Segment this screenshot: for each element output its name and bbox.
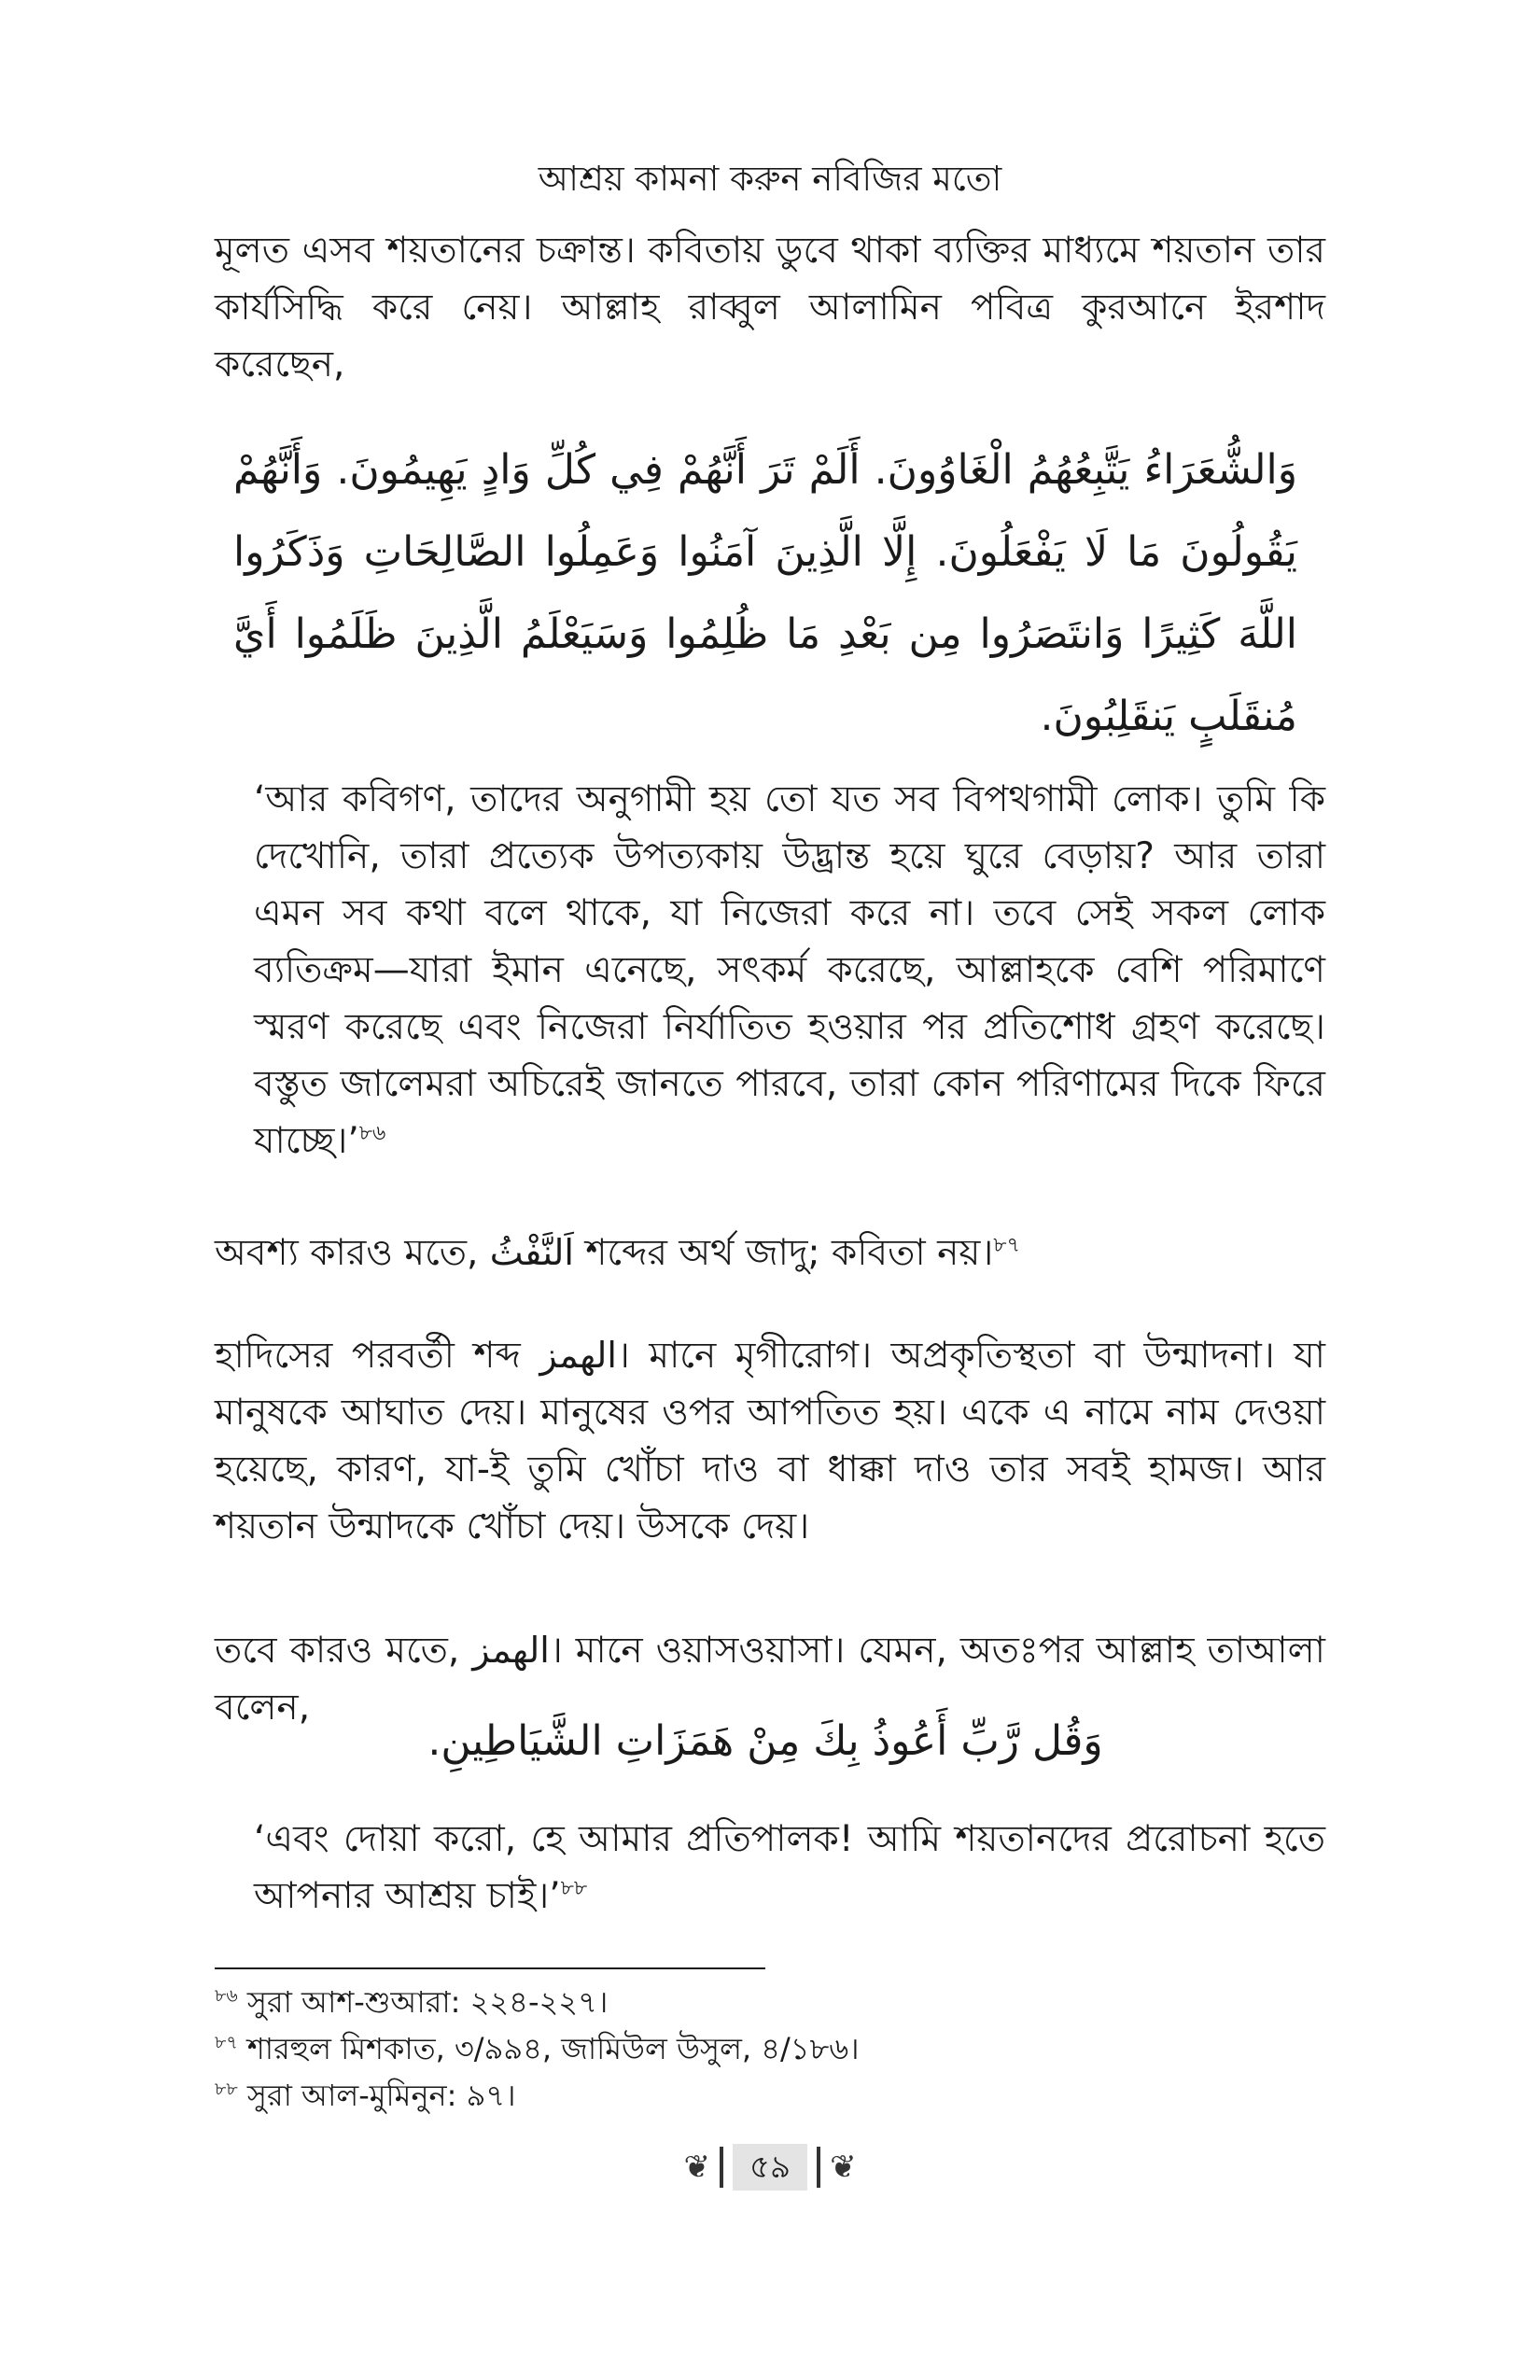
arabic-term-hamz-2: الهمز [472,1630,550,1671]
footnote-87-text: শারহুল মিশকাত, ৩/৯৯৪, জামিউল উসুল, ৪/১৮৬। [237,2031,860,2066]
footnote-88 [215,2072,1241,2119]
ornament-bar-left [720,2147,723,2188]
footnote-87-number: ৮৭ [215,2032,238,2053]
quran-verse-arabic-2: وَقُل رَّبِّ أَعُوذُ بِكَ مِنْ هَمَزَاتِ الشَّيَاطِينِ. [427,1717,1103,1765]
verse-translation [254,771,1325,1169]
page-number: ৫৯ [733,2144,807,2191]
paragraph-nafth-text-2: শব্দের অর্থ জাদু; কবিতা নয়। [573,1232,994,1274]
arabic-term-nafth: اَلنَّفْثُ [489,1232,574,1273]
quran-verse-arabic: وَالشُّعَرَاءُ يَتَّبِعُهُمُ الْغَاوُونَ. أَلَمْ تَرَ أَنَّهُمْ فِي كُلِّ وَادٍ يَهِيمُونَ. وَأَنَّهُمْ يَقُولُونَ مَا لَا يَفْعَلُونَ. إِلَّا الَّذِينَ آمَنُوا وَعَمِلُوا الصَّالِحَاتِ وَذَكَرُوا اللَّهَ كَثِيرًا وَانتَصَرُوا مِن بَعْدِ مَا ظُلِمُوا وَسَيَعْلَمُ الَّذِينَ ظَلَمُوا أَيَّ مُنقَلَبٍ يَنقَلِبُونَ. [233,446,1297,740]
footnote-divider [215,1967,765,1969]
paragraph-nafth-text-1: অবশ্য কারও মতে, [215,1232,490,1274]
arabic-term-hamz: الهمز [539,1335,617,1376]
ornament-right-icon: ❦ [830,2149,857,2186]
paragraph-hamz [215,1327,1325,1555]
paragraph-nafth [215,1225,1325,1281]
footnote-88-number: ৮৮ [215,2079,238,2100]
intro-paragraph: মূলত এসব শয়তানের চক্রান্ত। কবিতায় ডুবে থাকা ব্যক্তির মাধ্যমে শয়তান তার কার্যসিদ্ধি করে নেয়। আল্লাহ রাব্বুল আলামিন পবিত্র কুরআনে ইরশাদ করেছেন, [215,230,1325,385]
ornament-bar-right [817,2147,820,2188]
footnote-ref-86: ৮৬ [358,1122,386,1145]
footnote-86-text: সুরা আশ-শুআরা: ২২৪-২২৭। [237,1984,609,2020]
footnote-86-number: ৮৬ [215,1985,238,2007]
footnote-88-text: সুরা আল-মুমিনুন: ৯৭। [237,2078,516,2113]
verse-translation-2-text: ‘এবং দোয়া করো, হে আমার প্রতিপালক! আমি শয়তানদের প্ররোচনা হতে আপনার আশ্রয় চাই।’ [254,1818,1325,1917]
footnote-87 [215,2025,1241,2072]
running-header: আশ্রয় কামনা করুন নবিজির মতো [538,159,1002,199]
verse-translation-text: ‘আর কবিগণ, তাদের অনুগামী হয় তো যত সব বিপথগামী লোক। তুমি কি দেখোনি, তারা প্রত্যেক উপত্যকায় উদ্ভ্রান্ত হয়ে ঘুরে বেড়ায়? আর তারা এমন সব কথা বলে থাকে, যা নিজেরা করে না। তবে সেই সকল লোক ব্যতিক্রম—যারা ইমান এনেছে, সৎকর্ম করেছে, আল্লাহকে বেশি পরিমাণে স্মরণ করেছে এবং নিজেরা নির্যাতিত হওয়ার পর প্রতিশোধ গ্রহণ করেছে। বস্তুত জালেমরা অচিরেই জানতে পারবে, তারা কোন পরিণামের দিকে ফিরে যাচ্ছে।’ [254,778,1325,1162]
paragraph-hamz-text-1: হাদিসের পরবর্তী শব্দ [215,1335,540,1377]
page-number-block [677,2139,863,2195]
footnote-ref-88: ৮৮ [560,1877,588,1900]
paragraph-waswasa-text-1: তবে কারও মতে, [215,1630,473,1672]
footnote-ref-87: ৮৭ [993,1234,1020,1257]
footnote-86 [215,1979,1241,2025]
ornament-left-icon: ❦ [683,2149,710,2186]
paragraph-waswasa-text-2: । মানে ওয়াসওয়াসা। যেমন, অতঃপর আল্লাহ তাআলা বলেন, [215,1630,1325,1729]
paragraph-hamz-text-2: । মানে মৃগীরোগ। অপ্রকৃতিস্থতা বা উন্মাদনা। যা মানুষকে আঘাত দেয়। মানুষের ওপর আপতিত হয়। একে এ নামে নাম দেওয়া হয়েছে, কারণ, যা-ই তুমি খোঁচা দাও বা ধাক্কা দাও তার সবই হামজ। আর শয়তান উন্মাদকে খোঁচা দেয়। উসকে দেয়। [215,1335,1325,1547]
verse-translation-2 [254,1811,1325,1925]
